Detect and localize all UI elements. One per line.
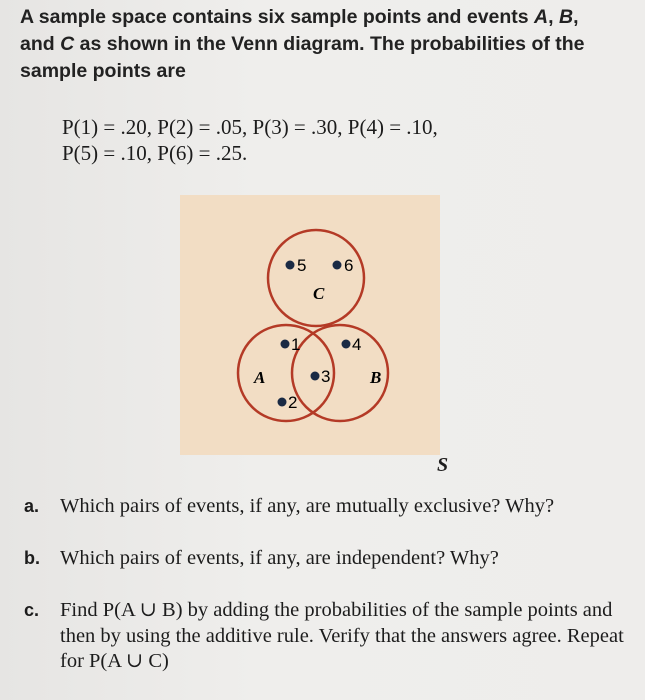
question-a-text: Which pairs of events, if any, are mutually exclusive? Why? — [60, 495, 555, 517]
sample-point-1-label: 1 — [291, 335, 301, 354]
probabilities-line-2: P(5) = .10, P(6) = .25. — [62, 141, 248, 165]
sample-point-2-label: 2 — [288, 393, 298, 412]
problem-intro — [20, 4, 625, 85]
question-b-text: Which pairs of events, if any, are independent? Why? — [60, 547, 499, 569]
intro-sep-1: , — [548, 6, 559, 28]
intro-text-3: as shown in the Venn diagram. The probabilities of the sample points are — [20, 33, 585, 82]
question-b — [24, 546, 624, 572]
circle-b-label: B — [370, 368, 382, 387]
sample-space-label: S — [437, 454, 449, 476]
event-b-ref: B — [558, 6, 574, 28]
event-a-ref: A — [534, 6, 549, 28]
intro-text-1: A sample space contains six sample points and events — [20, 6, 535, 28]
question-c — [24, 598, 624, 675]
venn-diagram — [180, 195, 440, 455]
sample-point-4-label: 4 — [352, 335, 362, 354]
circle-a-label: A — [254, 368, 266, 387]
question-c-text: Find P(A ∪ B) by adding the probabilities of the sample points and then by using the additive rule. Verify that the answers agree. Repeat for P(A ∪ C) — [60, 599, 624, 672]
question-a-letter: a. — [24, 496, 40, 516]
intro-sep-2: , — [573, 6, 579, 28]
question-a — [24, 494, 624, 520]
event-c-ref: C — [60, 33, 75, 55]
intro-text-2: and — [20, 33, 61, 55]
probabilities-line-1: P(1) = .20, P(2) = .05, P(3) = .30, P(4) = .10, — [62, 115, 438, 139]
sample-point-3-label: 3 — [321, 367, 331, 386]
question-c-letter: c. — [24, 600, 40, 620]
circle-c-label: C — [313, 284, 325, 303]
question-b-letter: b. — [24, 548, 40, 568]
sample-point-5-label: 5 — [297, 256, 307, 275]
sample-point-6-label: 6 — [344, 256, 354, 275]
